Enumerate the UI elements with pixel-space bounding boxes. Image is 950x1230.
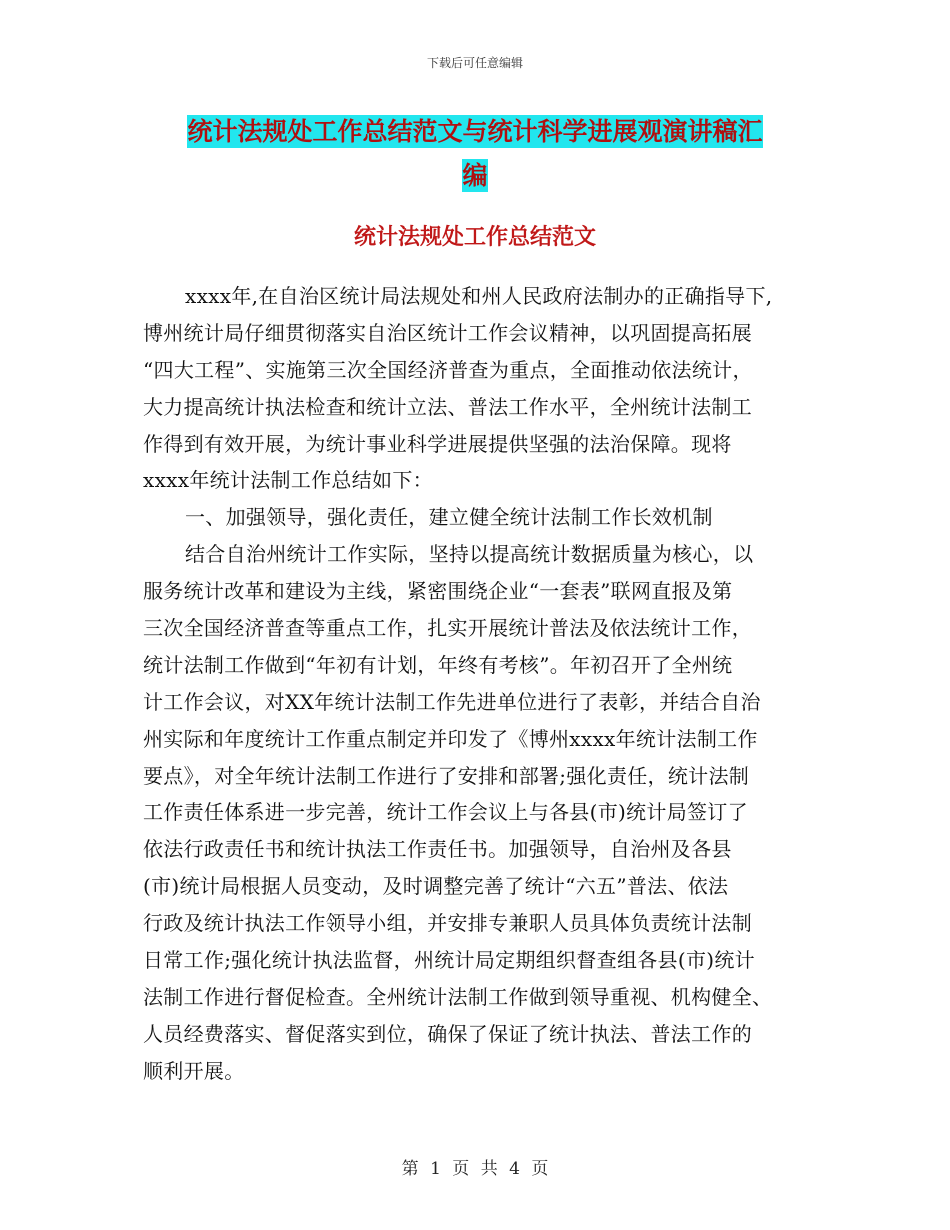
paragraph-line: 顺利开展。 — [143, 1058, 245, 1083]
paragraph-line: (市)统计局根据人员变动，及时调整完善了统计“六五”普法、依法 — [143, 874, 729, 899]
paragraph-line: 三次全国经济普查等重点工作，扎实开展统计普法及依法统计工作， — [143, 616, 752, 641]
paragraph-line: 大力提高统计执法检查和统计立法、普法工作水平，全州统计法制工 — [143, 394, 752, 419]
section-title: 统计法规处工作总结范文 — [353, 225, 596, 250]
paragraph-line: 服务统计改革和建设为主线，紧密围绕企业“一套表”联网直报及第 — [143, 579, 733, 604]
document-title-line-1: 统计法规处工作总结范文与统计科学进展观演讲稿汇 — [187, 117, 763, 146]
paragraph-line: 日常工作;强化统计执法监督，州统计局定期组织督查组各县(市)统计 — [143, 948, 755, 973]
paragraph-line: 州实际和年度统计工作重点制定并印发了《博州xxxx年统计法制工作 — [143, 726, 758, 751]
paragraph-line: 人员经费落实、督促落实到位，确保了保证了统计执法、普法工作的 — [143, 1021, 752, 1046]
document-title — [140, 110, 810, 198]
page-header-note: 下载后可任意编辑 — [426, 56, 523, 70]
paragraph-line: 计工作会议，对XX年统计法制工作先进单位进行了表彰，并结合自治 — [143, 689, 761, 714]
paragraph-line: 统计法制工作做到“年初有计划，年终有考核”。年初召开了全州统 — [143, 652, 733, 677]
paragraph-line: 作得到有效开展，为统计事业科学进展提供坚强的法治保障。现将 — [143, 431, 732, 456]
page-number: 第 1 页 共 4 页 — [401, 1159, 549, 1179]
paragraph-line: 依法行政责任书和统计执法工作责任书。加强领导，自治州及各县 — [143, 837, 732, 862]
paragraph-line: 结合自治州统计工作实际，坚持以提高统计数据质量为核心，以 — [185, 542, 754, 567]
section-heading-line: 一、加强领导，强化责任，建立健全统计法制工作长效机制 — [185, 505, 713, 530]
paragraph-line: 博州统计局仔细贯彻落实自治区统计工作会议精神，以巩固提高拓展 — [143, 320, 752, 345]
paragraph-line: 工作责任体系进一步完善，统计工作会议上与各县(市)统计局签订了 — [143, 800, 748, 825]
document-title-line-2: 编 — [462, 161, 488, 190]
paragraph-line: “四大工程”、实施第三次全国经济普查为重点，全面推动依法统计， — [143, 357, 753, 382]
paragraph-line: xxxx年,在自治区统计局法规处和州人民政府法制办的正确指导下, — [185, 284, 773, 308]
paragraph-line: xxxx年统计法制工作总结如下： — [143, 468, 433, 493]
document-body — [143, 278, 833, 1090]
paragraph-line: 要点》，对全年统计法制工作进行了安排和部署;强化责任，统计法制 — [143, 763, 750, 788]
paragraph-line: 法制工作进行督促检查。全州统计法制工作做到领导重视、机构健全、 — [143, 984, 773, 1009]
paragraph-line: 行政及统计执法工作领导小组，并安排专兼职人员具体负责统计法制 — [143, 911, 752, 936]
